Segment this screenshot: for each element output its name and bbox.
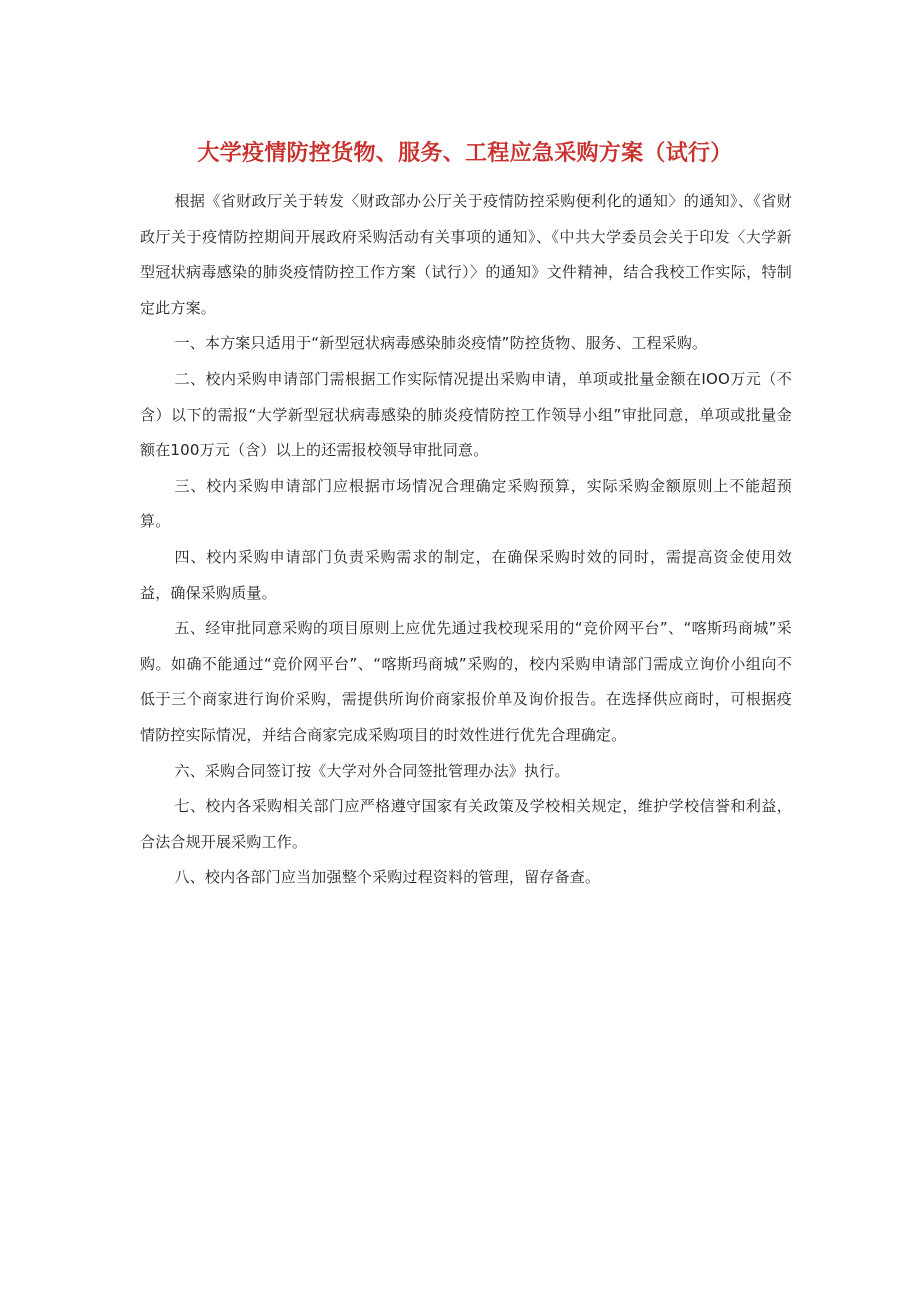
document-title: 大学疫情防控货物、服务、工程应急采购方案（试行） [197,139,733,166]
paragraph-item-7: 七、校内各采购相关部门应严格遵守国家有关政策及学校相关规定，维护学校信誉和利益，合法合规开展采购工作。 [140,797,792,851]
paragraph-item-2: 二、校内采购申请部门需根据工作实际情况提出采购申请，单项或批量金额在IOO万元（不含）以下的需报“大学新型冠状病毒感染的肺炎疫情防控工作领导小组”审批同意，单项或批量金额在100万元（含）以上的还需报校领导审批同意。 [140,369,792,460]
paragraph-item-8: 八、校内各部门应当加强整个采购过程资料的管理，留存备查。 [174,868,601,887]
paragraph-preamble: 根据《省财政厅关于转发〈财政部办公厅关于疫情防控采购便利化的通知〉的通知》、《省财政厅关于疫情防控期间开展政府采购活动有关事项的通知》、《中共大学委员会关于印发〈大学新型冠状病毒感染的肺炎疫情防控工作方案（试行）〉的通知》文件精神，结合我校工作实际，特制定此方案。 [140,192,792,317]
paragraph-item-6: 六、采购合同签订按《大学对外合同签批管理办法》执行。 [174,761,570,780]
paragraph-item-3: 三、校内采购申请部门应根据市场情况合理确定采购预算，实际采购金额原则上不能超预算。 [140,476,792,531]
paragraph-item-1: 一、本方案只适用于“新型冠状病毒感染肺炎疫情”防控货物、服务、工程采购。 [174,334,708,353]
paragraph-item-4: 四、校内采购申请部门负责采购需求的制定，在确保采购时效的同时，需提高资金使用效益，确保采购质量。 [140,547,792,602]
document-body [140,184,792,896]
paragraph-item-5: 五、经审批同意采购的项目原则上应优先通过我校现采用的“竞价网平台”、“喀斯玛商城”采购。如确不能通过“竞价网平台”、“喀斯玛商城”采购的，校内采购申请部门需成立询价小组向不低于三个商家进行询价采购，需提供所询价商家报价单及询价报告。在选择供应商时，可根据疫情防控实际情况，并结合商家完成采购项目的时效性进行优先合理确定。 [140,619,792,744]
